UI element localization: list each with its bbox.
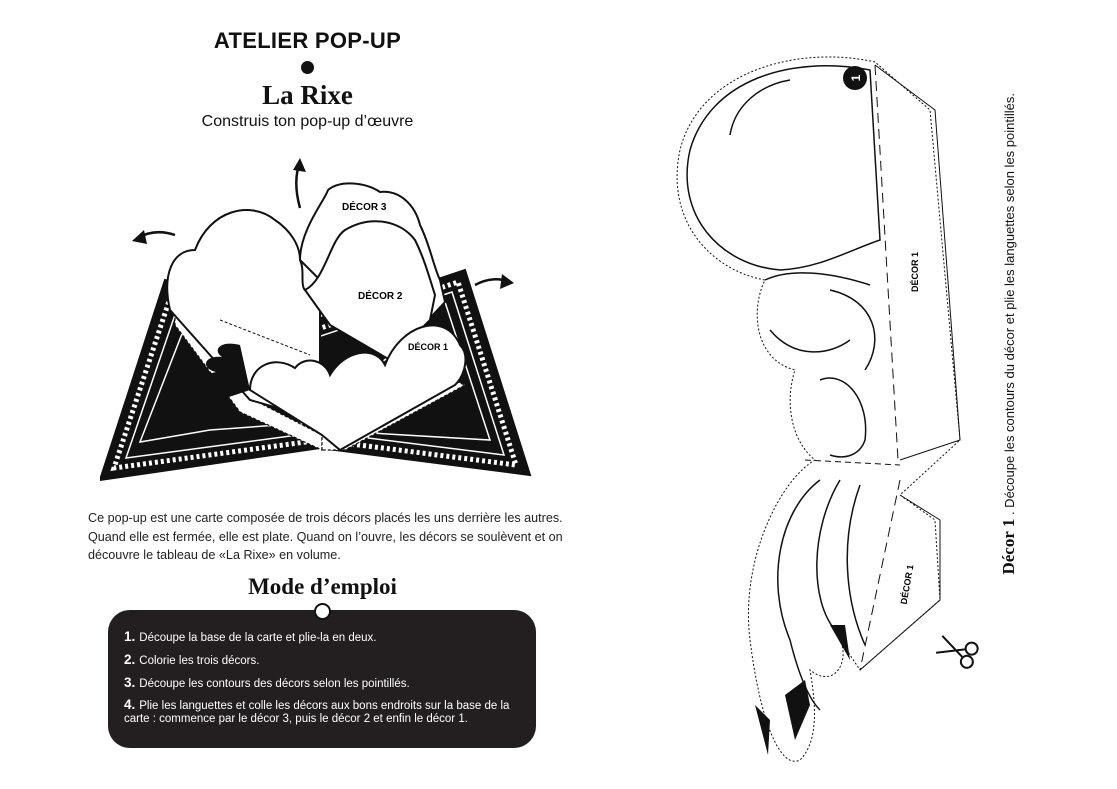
step-3	[124, 676, 524, 691]
page-subtitle: Construis ton pop-up d’œuvre	[201, 113, 414, 130]
step-text: Colorie les trois décors.	[139, 655, 260, 667]
step-text: Découpe la base de la carte et plie-la en deux.	[139, 632, 377, 644]
popup-book-illustration	[100, 150, 540, 490]
instructions-pin	[314, 603, 331, 620]
step-number: 1.	[124, 629, 136, 644]
intro-paragraph: Ce pop-up est une carte composée de trois décors placés les uns derrière les autres. Quand elle est fermée, elle est plate. Quand on l’ouvre, les décors se soulèvent et on découvre le tableau de «La Rixe» en volume.	[88, 511, 563, 562]
instructions-box	[108, 610, 536, 748]
step-2	[124, 653, 524, 668]
scissors-icon	[935, 632, 980, 669]
caption-heading: Décor 1	[999, 518, 1018, 575]
decor3-label: DÉCOR 3	[342, 202, 387, 213]
instructions-title: Mode d’emploi	[248, 574, 397, 599]
step-number: 3.	[124, 675, 136, 690]
arrow-right-head-icon	[500, 274, 514, 289]
step-4	[124, 698, 524, 726]
step-text: Plie les languettes et colle les décors aux bons endroits sur la base de la carte : commence par le décor 3, puis le décor 2 et enfin le décor 1.	[124, 700, 510, 725]
arrow-left-head-icon	[132, 230, 147, 244]
cutout-caption	[1000, 92, 1020, 652]
tab-label-bottom: DÉCOR 1	[898, 563, 916, 606]
page-title: La Rixe	[262, 80, 353, 110]
cutout-caption-text	[999, 93, 1021, 653]
badge-number: 1	[849, 74, 863, 82]
header-dot	[301, 61, 314, 74]
caption-instruction: . Découpe les contours du décor et plie les languettes selon les pointillés.	[1002, 93, 1017, 519]
decor2-label: DÉCOR 2	[358, 291, 403, 302]
step-number: 2.	[124, 652, 136, 667]
step-text: Découpe les contours des décors selon les pointillés.	[139, 678, 410, 690]
decor1-cutout	[670, 40, 990, 770]
step-1	[124, 630, 524, 645]
arrow-up-head-icon	[293, 158, 306, 172]
step-number: 4.	[124, 697, 136, 712]
decor1-label: DÉCOR 1	[408, 342, 449, 352]
tab-label-top: DÉCOR 1	[910, 251, 920, 293]
workshop-heading: ATELIER POP-UP	[213, 28, 402, 53]
